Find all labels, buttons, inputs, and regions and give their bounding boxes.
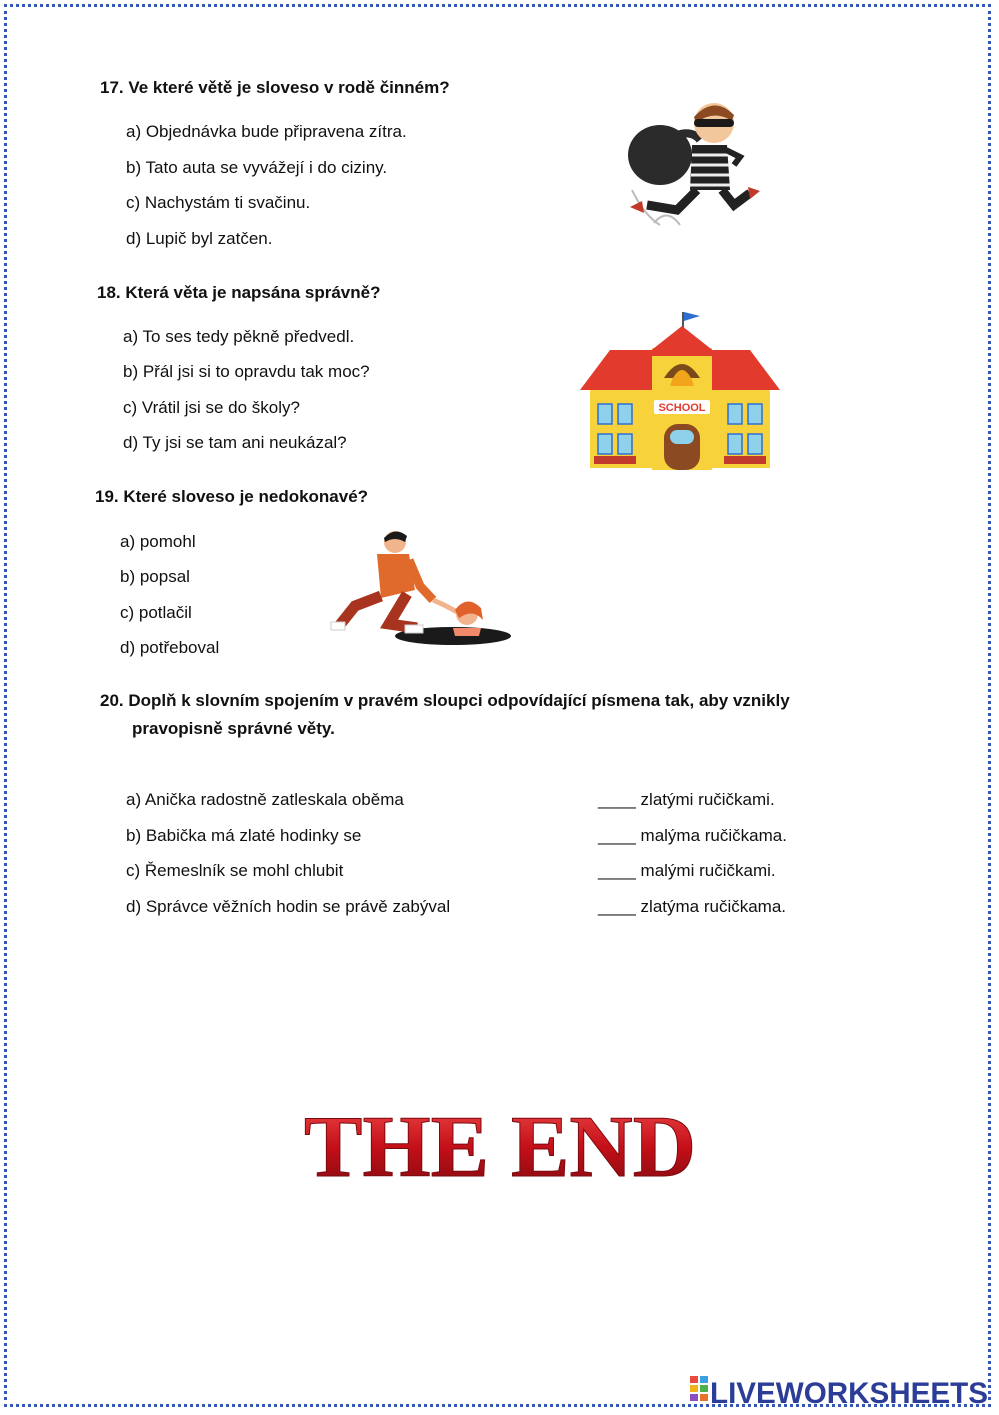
liveworksheets-logo-text: LIVEWORKSHEETS (710, 1377, 988, 1408)
q18-option-b[interactable]: b) Přál jsi si to opravdu tak moc? (123, 362, 370, 381)
question-19-title: 19. Které sloveso je nedokonavé? (95, 487, 369, 506)
question-17-title: 17. Ve které větě je sloveso v rodě činném? (100, 78, 450, 97)
q20-left-c: c) Řemeslník se mohl chlubit (126, 861, 344, 880)
helping-hand-illustration (325, 528, 515, 650)
q20-right-2[interactable]: ____ malýma ručičkama. (598, 826, 787, 845)
q17-option-b[interactable]: b) Tato auta se vyvážejí i do ciziny. (126, 158, 388, 177)
q19-option-d[interactable]: d) potřeboval (120, 638, 220, 657)
question-20-title: 20. Doplň k slovním spojením v pravém sloupci odpovídající písmena tak, aby vznikly (100, 691, 790, 710)
q17-option-c[interactable]: c) Nachystám ti svačinu. (126, 193, 311, 212)
q17-option-d[interactable]: d) Lupič byl zatčen. (126, 229, 273, 248)
school-illustration (580, 308, 780, 473)
question-18-title: 18. Která věta je napsána správně? (97, 283, 381, 302)
q17-option-a[interactable]: a) Objednávka bude připravena zítra. (126, 122, 407, 141)
q20-left-b: b) Babička má zlaté hodinky se (126, 826, 362, 845)
liveworksheets-logo (690, 1372, 990, 1408)
q19-option-c[interactable]: c) potlačil (120, 603, 192, 622)
thief-illustration (622, 95, 762, 245)
q20-right-3[interactable]: ____ malými ručičkami. (598, 861, 776, 880)
the-end-text: THE END (304, 1099, 696, 1188)
q19-option-a[interactable]: a) pomohl (120, 532, 196, 551)
q20-left-a: a) Anička radostně zatleskala oběma (126, 790, 404, 809)
q20-left-d: d) Správce věžních hodin se právě zabýval (126, 897, 451, 916)
school-sign-text: SCHOOL (658, 402, 706, 414)
q18-option-d[interactable]: d) Ty jsi se tam ani neukázal? (123, 433, 347, 452)
the-end-banner (300, 1098, 700, 1188)
q18-option-a[interactable]: a) To ses tedy pěkně předvedl. (123, 327, 355, 346)
q20-right-4[interactable]: ____ zlatýma ručičkama. (598, 897, 787, 916)
q20-right-1[interactable]: ____ zlatými ručičkami. (598, 790, 775, 809)
q19-option-b[interactable]: b) popsal (120, 567, 190, 586)
q18-option-c[interactable]: c) Vrátil jsi se do školy? (123, 398, 300, 417)
question-20-title-cont: pravopisně správné věty. (132, 719, 335, 738)
